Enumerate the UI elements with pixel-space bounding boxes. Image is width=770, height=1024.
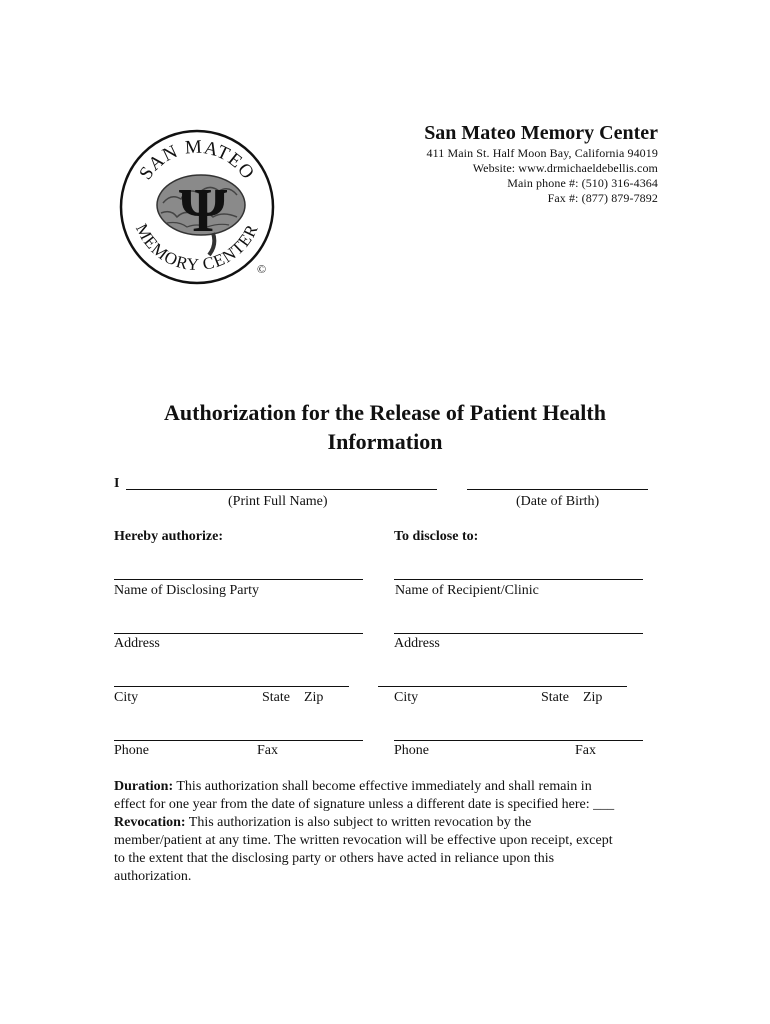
revocation-line-4: authorization.	[114, 869, 192, 884]
revocation-text-1: This authorization is also subject to written revocation by the	[185, 815, 532, 830]
disclosing-address-label: Address	[114, 636, 160, 651]
disclosing-fax-label: Fax	[257, 743, 278, 758]
revocation-label: Revocation:	[114, 815, 186, 830]
terms-paragraph	[114, 778, 659, 886]
duration-text-1: This authorization shall become effective immediately and shall remain in	[173, 779, 592, 794]
revocation-line-2: member/patient at any time. The written revocation will be effective upon receipt, except	[114, 833, 613, 848]
copyright-mark: ©	[257, 262, 267, 276]
recipient-address-field[interactable]	[394, 633, 643, 634]
recipient-name-field[interactable]	[394, 579, 643, 580]
disclosing-state-zip-label: State Zip	[262, 690, 324, 705]
recipient-label: Name of Recipient/Clinic	[395, 583, 539, 598]
disclosing-phone-field[interactable]	[114, 740, 363, 741]
org-fax: Fax #: (877) 879-7892	[547, 191, 658, 205]
disclosing-party-name-field[interactable]	[114, 579, 363, 580]
logo-top-text: SAN MATEO	[135, 136, 259, 184]
name-caption: (Print Full Name)	[228, 494, 328, 509]
org-website: Website: www.drmichaeldebellis.com	[472, 161, 658, 175]
disclosing-city-label: City	[114, 690, 139, 705]
disclose-to-heading: To disclose to:	[394, 529, 479, 544]
org-address: 411 Main St. Half Moon Bay, California 94019	[426, 146, 658, 160]
recipient-address-label: Address	[394, 636, 440, 651]
disclosing-party-label: Name of Disclosing Party	[114, 583, 260, 598]
disclosing-phone-label: Phone	[114, 743, 149, 758]
org-name: San Mateo Memory Center	[424, 122, 658, 144]
hereby-authorize-heading: Hereby authorize:	[114, 529, 223, 544]
revocation-line-3: to the extent that the disclosing party or others have acted in reliance upon this	[114, 851, 555, 866]
recipient-city-field[interactable]	[378, 686, 627, 687]
disclosing-address-field[interactable]	[114, 633, 363, 634]
date-of-birth-field[interactable]	[467, 489, 648, 490]
document-title-line-2: Information	[327, 429, 443, 454]
psi-icon: Ψ	[178, 177, 228, 245]
dob-caption: (Date of Birth)	[516, 494, 600, 509]
org-phone: Main phone #: (510) 316-4364	[507, 176, 658, 190]
duration-line-1	[114, 778, 659, 796]
logo-bottom-text: MEMORY CENTER	[131, 220, 262, 275]
recipient-state-zip-label: State Zip	[541, 690, 603, 705]
recipient-phone-field[interactable]	[394, 740, 643, 741]
duration-label: Duration:	[114, 779, 174, 794]
disclosing-city-field[interactable]	[114, 686, 349, 687]
memory-center-logo	[117, 127, 277, 287]
recipient-phone-label: Phone	[394, 743, 429, 758]
recipient-fax-label: Fax	[575, 743, 596, 758]
patient-name-field[interactable]	[126, 489, 437, 490]
revocation-line-1	[114, 814, 659, 832]
duration-line-2: effect for one year from the date of signature unless a different date is specified here: ___	[114, 797, 615, 812]
patient-prefix: I	[114, 476, 120, 491]
document-title-line-1: Authorization for the Release of Patient Health	[164, 400, 606, 425]
recipient-city-label: City	[394, 690, 419, 705]
